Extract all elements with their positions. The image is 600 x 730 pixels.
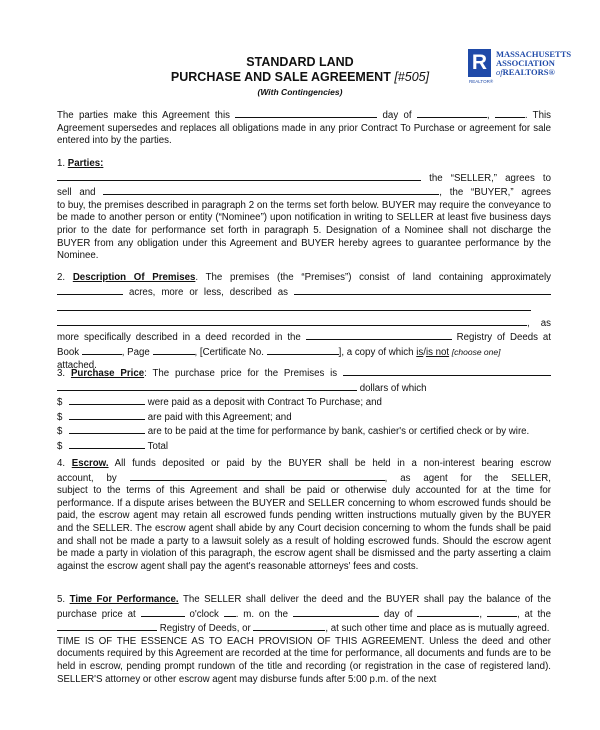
comma-text: , [479, 608, 483, 620]
section-heading: Purchase Price [70, 368, 145, 379]
intro-line-1 [57, 108, 551, 123]
book-text: Book [57, 346, 80, 358]
intro-rest: Agreement supersedes and replaces all obligations made in any prior Contract To Purchase or agreement for sale entered into by the parties. [57, 122, 551, 147]
certificate-text: , [Certificate No. [194, 346, 264, 358]
sell-and-text: sell and [57, 187, 96, 199]
section-heading: Time For Performance. [69, 594, 179, 605]
logo-reg: ® [548, 67, 555, 77]
section-parties [57, 158, 551, 263]
subtitle: (With Contingencies) [257, 87, 343, 97]
is-option[interactable]: is [416, 346, 424, 358]
acres-text: acres, more or less, described as [128, 286, 289, 298]
section-number: 4. [57, 458, 66, 469]
is-not-option[interactable]: is not [425, 346, 450, 358]
acres-blank[interactable] [57, 285, 123, 295]
registry-county-blank[interactable] [57, 621, 157, 631]
escrow-line-2 [57, 471, 551, 486]
logo-line-1: MASSACHUSETTS [496, 49, 572, 59]
agreement-text: are paid with this Agreement; and [147, 411, 292, 423]
oclock-text: o'clock [189, 608, 219, 620]
choose-one-note: [choose one] [451, 346, 501, 357]
escrow-line-1 [57, 458, 551, 471]
year-blank[interactable] [495, 108, 525, 118]
escrow-agent-blank[interactable] [130, 471, 385, 481]
title-line-1: STANDARD LAND [246, 55, 354, 69]
buyer-name-blank[interactable] [103, 185, 439, 195]
buyer-text: , the “BUYER,” agrees [439, 187, 551, 199]
intro-paragraph [57, 108, 551, 148]
section-escrow [57, 458, 551, 573]
registry-of-deeds-text: Registry of Deeds, or [159, 623, 251, 635]
page-text: , Page [121, 346, 150, 358]
performance-body: TIME IS OF THE ESSENCE AS TO EACH PROVISION OF THIS AGREEMENT. Unless the deed and other documents required by this Agreement are recorded at the time for performance, all documents and funds are to be held in escrow, pending prompt rundown of the title and recording (or registration in the case of registered land). SELLER'S attorney or other escrow agent may disburse funds after 5:00 p.m. of the next [57, 635, 551, 685]
logo-of: of [496, 67, 503, 77]
agreement-amount-blank[interactable] [69, 410, 145, 420]
section-heading: Escrow. [71, 458, 109, 469]
performance-text: are to be paid at the time for performance by bank, cashier's or certified check or by wire. [147, 426, 530, 438]
section-time-for-performance [57, 594, 551, 686]
price-row-performance [57, 424, 551, 439]
section-heading: Description Of Premises [72, 272, 196, 283]
seller-text: the “SELLER,” agrees to [429, 172, 551, 184]
parties-body: to buy, the premises described in paragraph 2 on the terms set forth below. BUYER may require the conveyance to be made to another person or entity (“Nominee”) upon notification in writing to SELLER at least five business days prior to the date for performance set forth in paragraph 5. Designation of a Nominee shall not discharge the BUYER from any obligation under this Agreement and BUYER hereby agrees to guarantee performance by the Nominee. [57, 199, 551, 262]
am-pm-blank[interactable] [224, 607, 236, 617]
intro-text-a: The parties make this Agreement this [57, 110, 230, 121]
currency-symbol: $ [57, 440, 63, 452]
premises-line-2 [57, 285, 551, 300]
performance-year-blank[interactable] [487, 607, 517, 617]
price-row-total [57, 439, 551, 454]
day-of-text: day of [383, 608, 413, 620]
premises-text-1: . The premises (the “Premises”) consist of land containing approximately [195, 272, 551, 283]
m-on-the-text: . m. on the [235, 608, 289, 620]
realtors-logo [468, 49, 572, 89]
description-blank-3[interactable] [57, 316, 527, 326]
escrow-text-1: All funds deposited or paid by the BUYER shall be held in a non-interest bearing escrow [114, 458, 551, 469]
logo-sub: REALTOR® [469, 79, 494, 84]
month-blank[interactable] [417, 108, 487, 118]
more-text: more specifically described in a deed recorded in the [57, 332, 301, 344]
section-number: 2. [57, 272, 66, 283]
logo-line-2: ASSOCIATION [496, 58, 555, 68]
place-text: , at such other time and place as is mutually agreed. [325, 623, 550, 635]
performance-line-1 [57, 594, 551, 607]
currency-symbol: $ [57, 397, 63, 409]
attached-text: attached. [57, 359, 97, 371]
performance-month-blank[interactable] [417, 607, 479, 617]
price-words-blank[interactable] [57, 381, 357, 391]
deposit-amount-blank[interactable] [69, 395, 145, 405]
currency-symbol: $ [57, 411, 63, 423]
total-text: Total [147, 440, 169, 452]
hour-blank[interactable] [141, 607, 185, 617]
price-row-deposit [57, 395, 551, 410]
performance-line-2 [57, 607, 551, 622]
premises-line-1 [57, 272, 551, 285]
section-heading: Parties [67, 158, 101, 169]
as-text: , as [527, 317, 551, 329]
title-text: PURCHASE AND SALE AGREEMENT [170, 70, 391, 84]
intro-text-d: . This [524, 110, 551, 121]
logo-realtors: REALTORS [502, 67, 549, 77]
section-purchase-price [57, 366, 551, 454]
section-number: 3. [57, 368, 66, 379]
description-blank[interactable] [294, 285, 551, 295]
price-line-1 [57, 366, 551, 381]
other-place-blank[interactable] [253, 621, 325, 631]
price-blank[interactable] [343, 366, 551, 376]
buyer-line [57, 185, 551, 200]
performance-amount-blank[interactable] [69, 424, 145, 434]
certificate-blank[interactable] [267, 345, 339, 355]
book-blank[interactable] [82, 345, 122, 355]
section-premises [57, 272, 551, 372]
premises-line-4 [57, 316, 551, 331]
seller-line [57, 171, 551, 186]
escrow-body: subject to the terms of this Agreement and shall be paid or otherwise duly accounted for at the time for performance. If a dispute arises between the BUYER and SELLER concerning to whom escrowed funds should be paid, the escrow agent may retain all escrowed funds pending written instructions mutually given by the BUYER and the SELLER. The escrow agent shall abide by any Court decision concerning to whom the funds shall be paid and shall not be made a party to a lawsuit solely as a result of holding escrowed funds. Should the escrow agent be made a party in violation of this paragraph, the escrow agent shall be dismissed and the party asserting a claim against the escrow agent shall pay the agent's reasonable attorneys' fees and costs. [57, 485, 551, 572]
seller-name-blank[interactable] [57, 171, 421, 181]
performance-line-3 [57, 621, 551, 636]
intro-text-b: day of [382, 110, 412, 121]
performance-text-1: The SELLER shall deliver the deed and the BUYER shall pay the balance of the [182, 594, 551, 605]
price-text: : The purchase price for the Premises is [144, 368, 338, 379]
logo-line-3 [496, 68, 555, 77]
section-number: 5. [57, 594, 66, 605]
section-heading-colon: : [100, 158, 104, 169]
form-number: [#505] [394, 70, 430, 84]
registry-text: Registry of Deeds at [456, 332, 552, 344]
realtor-r-icon: R [468, 49, 491, 77]
date-blank[interactable] [235, 108, 377, 118]
price-line-2 [57, 381, 551, 396]
performance-day-blank[interactable] [293, 607, 379, 617]
premises-line-6 [57, 345, 551, 360]
parties-heading-row [57, 158, 551, 171]
slash-text: / [423, 346, 426, 358]
premises-line-3 [57, 301, 551, 316]
copy-text: ], a copy of which [338, 346, 414, 358]
at-the-text: , at the [516, 608, 551, 620]
account-text: account, by [57, 472, 117, 484]
intro-comma: , [486, 110, 490, 121]
agent-text: , as agent for the SELLER, [384, 472, 551, 484]
price-row-agreement [57, 410, 551, 425]
page-blank[interactable] [153, 345, 195, 355]
premises-line-5 [57, 330, 551, 345]
deposit-text: were paid as a deposit with Contract To Purchase; and [147, 397, 382, 409]
description-blank-2[interactable] [57, 301, 531, 311]
dollars-text: dollars of which [359, 382, 427, 394]
currency-symbol: $ [57, 426, 63, 438]
section-number: 1. [57, 158, 66, 169]
registry-blank[interactable] [306, 330, 452, 340]
total-amount-blank[interactable] [69, 439, 145, 449]
purchase-price-text: purchase price at [57, 608, 136, 620]
